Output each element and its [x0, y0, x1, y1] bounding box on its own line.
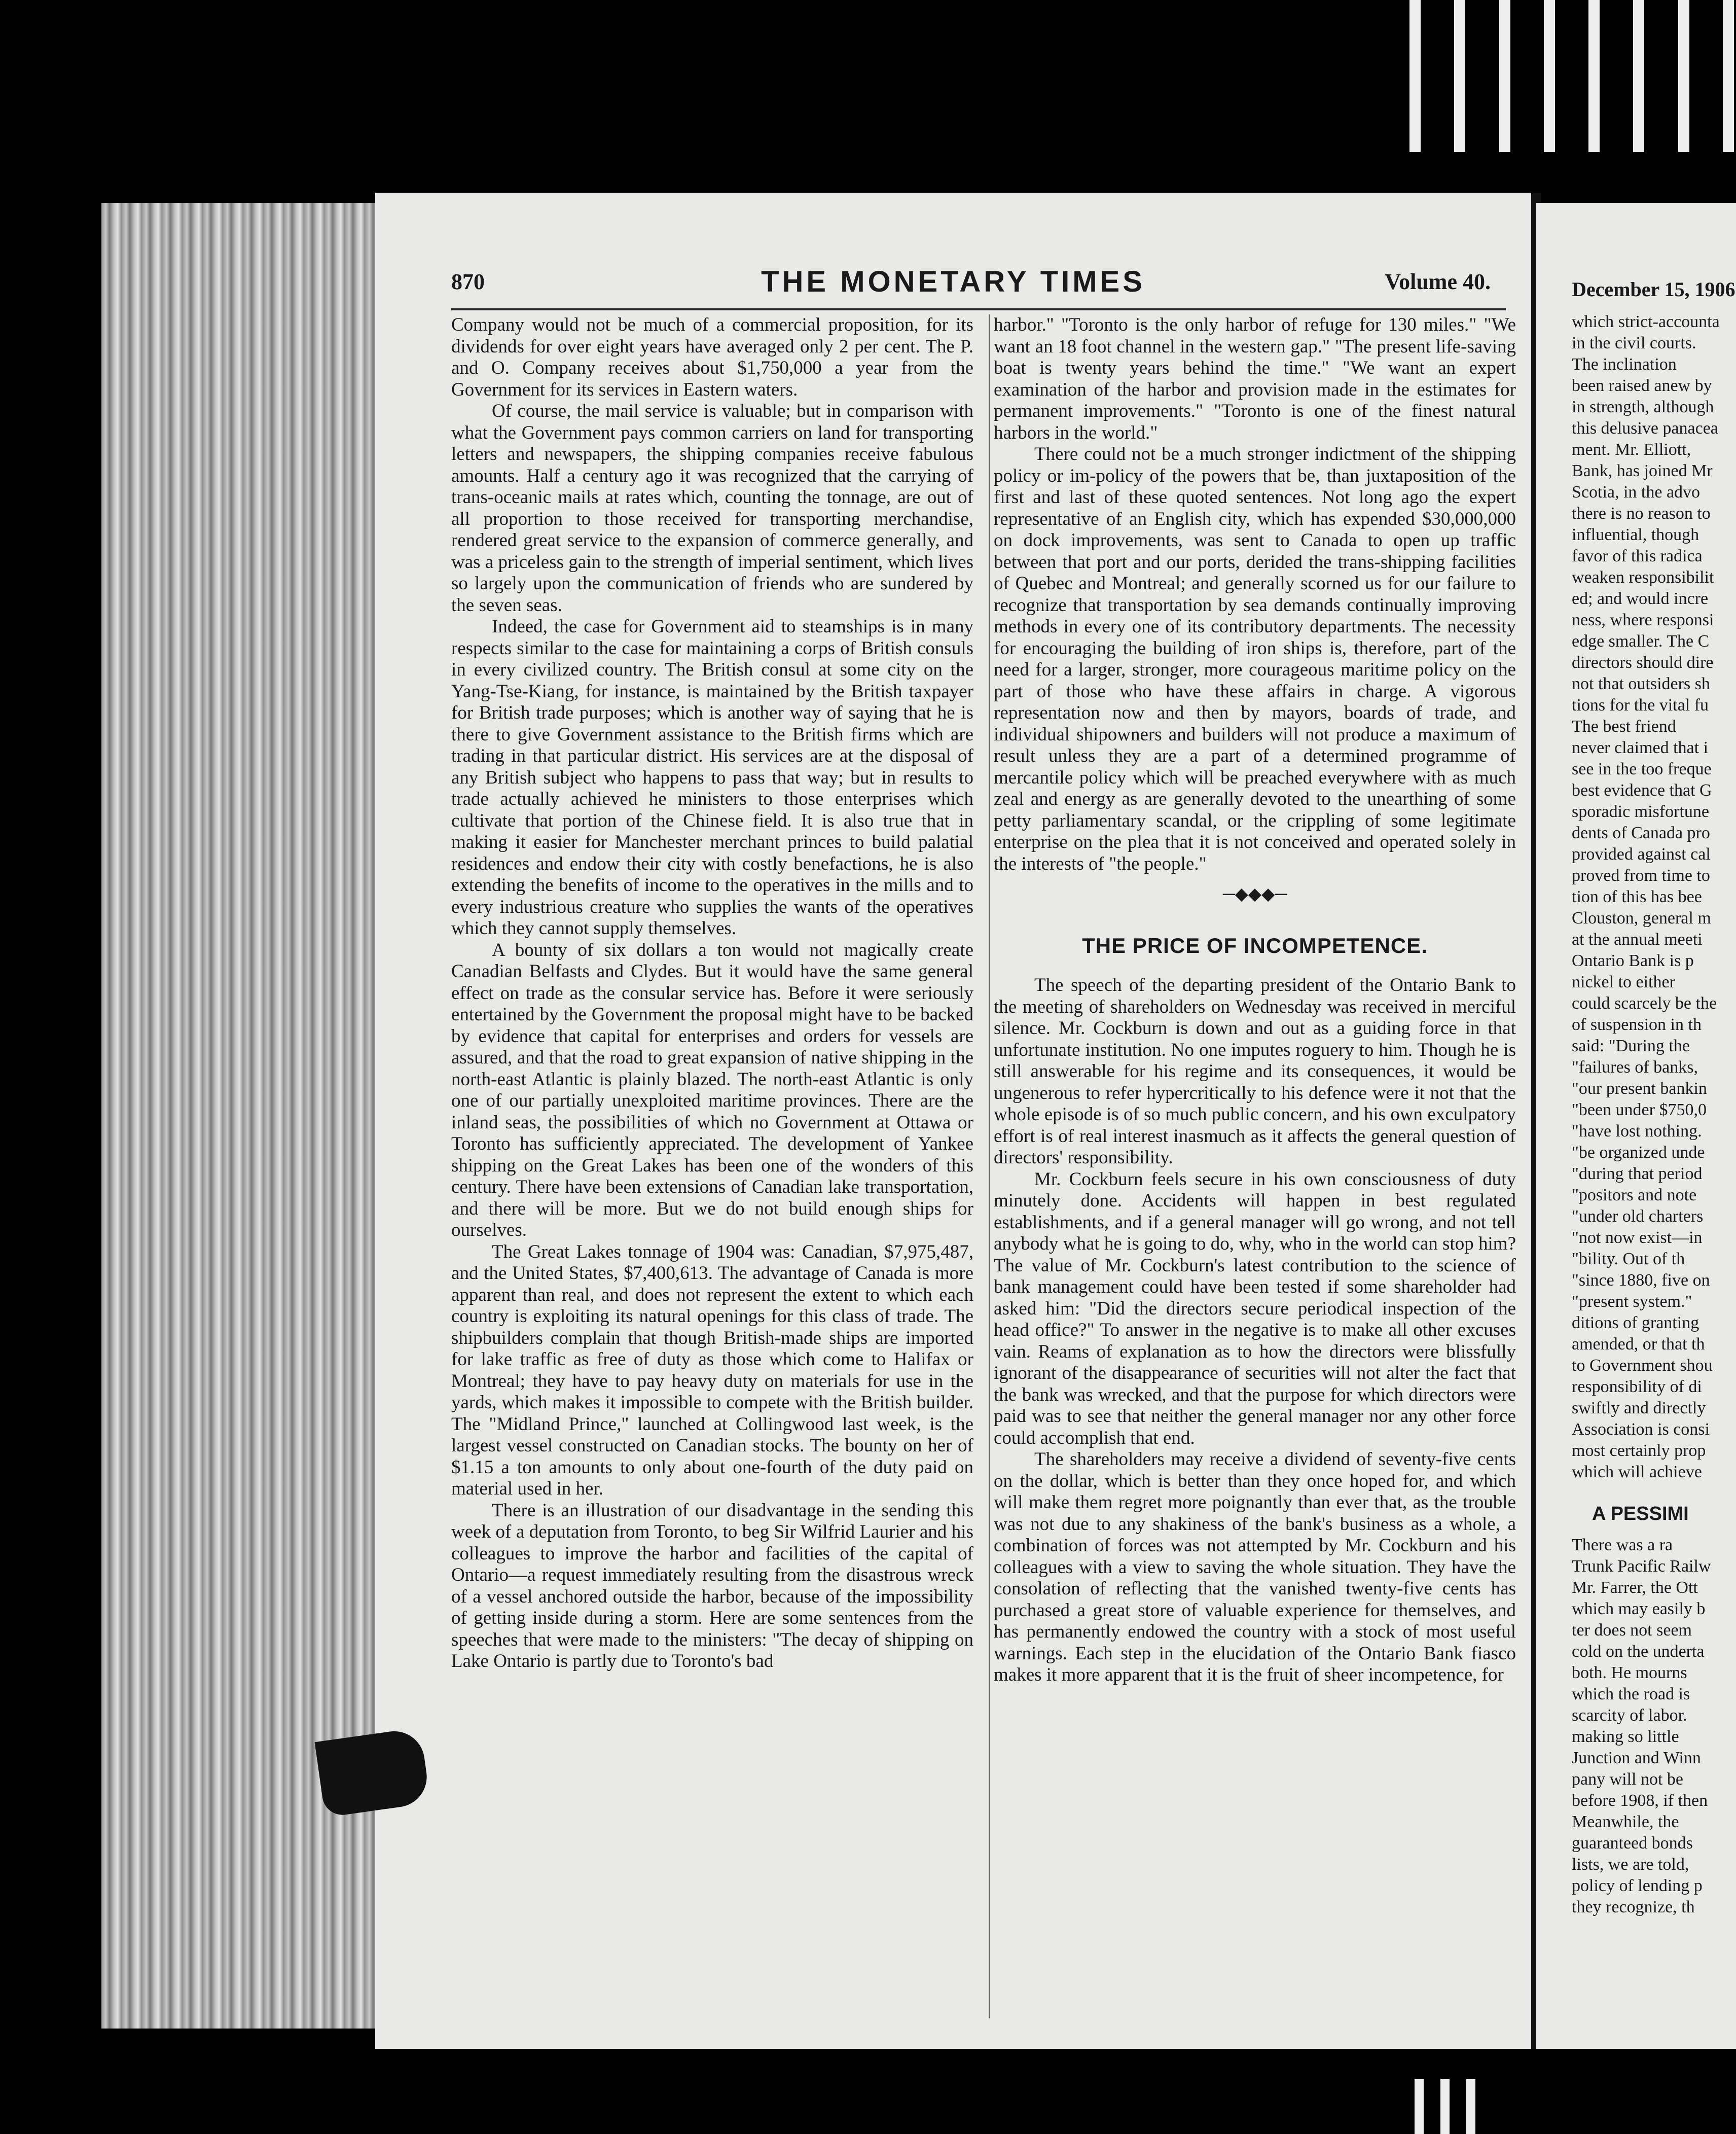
- film-edge-marks-bottom: [1415, 2079, 1475, 2134]
- paragraph: harbor." "Toronto is the only harbor of refuge for 130 miles." "We want an 18 foot channel in the western gap." "The present life-saving boat is twenty years behind the time." "We want an expert examination of the harbor and provision made in the estimates for permanent improvements." "Toronto is one of the finest natural harbors in the world.": [994, 314, 1516, 443]
- text-line: before 1908, if then: [1572, 1791, 1708, 1810]
- text-line: directors should dire: [1572, 653, 1714, 672]
- text-line: Junction and Winn: [1572, 1749, 1701, 1767]
- facing-page-lines-2: [1572, 1535, 1736, 1918]
- text-line: responsibility of di: [1572, 1377, 1702, 1396]
- text-line: best evidence that G: [1572, 781, 1712, 800]
- text-line: sporadic misfortune: [1572, 802, 1709, 821]
- text-line: "during that period: [1572, 1164, 1703, 1183]
- text-line: weaken responsibilit: [1572, 568, 1714, 587]
- text-line: to Government shou: [1572, 1356, 1713, 1375]
- text-line: "our present bankin: [1572, 1079, 1707, 1098]
- paragraph: The speech of the departing president of the Ontario Bank to the meeting of shareholders on Wednesday was received in merciful silence. Mr. Cockburn is down and out as a guiding force in that unfortunate institution. No one imputes roguery to him. Though he is still answerable for his regime and its consequences, it would be ungenerous to refer hypercritically to his defence were it not that the whole episode is of so much public concern, and his own exculpatory effort is of real interest inasmuch as it affects the general question of directors' responsibility.: [994, 975, 1516, 1168]
- text-line: "positors and note: [1572, 1186, 1697, 1204]
- text-line: policy of lending p: [1572, 1876, 1703, 1895]
- text-line: been raised anew by: [1572, 376, 1712, 395]
- paragraph: There could not be a much stronger indictment of the shipping policy or im-policy of the powers that be, than juxtaposition of the first and last of these quoted sentences. Not long ago the expert representative of an English city, which has expended $30,000,000 on dock improvements, was sent to Canada to open up traffic between that port and our ports, derided the trans-shipping facilities of Quebec and Montreal; and generally scorned us for our failure to recognize that transportation by sea demands continually improving methods in every one of its contributory departments. The necessity for encouraging the building of iron ships is, therefore, part of the need for a larger, stronger, more courageous maritime policy on the part of those who have these affairs in charge. A vigorous representation now and then by mayors, boards of trade, and individual shipowners and builders will not produce a maximum of result unless they are a part of a determined programme of mercantile policy which will be preached everywhere with as much zeal and energy as are generally devoted to the unearthing of some petty parliamentary scandal, or the crippling of some legitimate enterprise on the plea that it is not conceived and operated solely in the interests of "the people.": [994, 444, 1516, 874]
- text-line: scarcity of labor.: [1572, 1706, 1687, 1725]
- text-line: "failures of banks,: [1572, 1058, 1698, 1077]
- text-line: "since 1880, five on: [1572, 1271, 1710, 1290]
- article-headline: THE PRICE OF INCOMPETENCE.: [1082, 933, 1428, 957]
- text-line: The best friend: [1572, 717, 1676, 736]
- text-line: which may easily b: [1572, 1599, 1706, 1618]
- text-line: There was a ra: [1572, 1536, 1673, 1554]
- column-2: [994, 314, 1516, 1686]
- text-line: making so little: [1572, 1727, 1679, 1746]
- text-line: which the road is: [1572, 1685, 1690, 1703]
- paragraph: The Great Lakes tonnage of 1904 was: Canadian, $7,975,487, and the United States, $7,400,613. The advantage of Canada is more apparent than real, and does not represent the extent to which each country is exploiting its natural openings for this class of trade. The shipbuilders complain that though British-made ships are imported for lake traffic as free of duty as those which come to Halifax or Montreal; they have to pay heavy duty on materials for use in the yards, which makes it impossible to compete with the British builder. The "Midland Prince," launched at Collingwood last week, is the largest vessel constructed on Canadian stocks. The bounty on her of $1.15 a ton amounts to only about one-fourth of the duty paid on material used in her.: [451, 1241, 973, 1499]
- left-page: [375, 193, 1531, 2049]
- text-line: never claimed that i: [1572, 738, 1709, 757]
- text-line: at the annual meeti: [1572, 930, 1703, 949]
- text-line: guaranteed bonds: [1572, 1834, 1693, 1853]
- text-line: "be organized unde: [1572, 1143, 1705, 1162]
- text-line: in the civil courts.: [1572, 334, 1696, 352]
- text-line: Association is consi: [1572, 1420, 1710, 1439]
- text-line: this delusive panacea: [1572, 419, 1718, 438]
- volume-label: Volume 40.: [1385, 269, 1491, 294]
- text-line: "have lost nothing.: [1572, 1122, 1702, 1141]
- text-line: The inclination: [1572, 355, 1677, 374]
- column-1: [451, 314, 973, 1673]
- text-line: nickel to either: [1572, 973, 1675, 991]
- right-page-partial: [1536, 203, 1736, 2049]
- text-line: ditions of granting: [1572, 1313, 1699, 1332]
- text-line: "not now exist—in: [1572, 1228, 1703, 1247]
- text-line: both. He mourns: [1572, 1663, 1687, 1682]
- text-line: in strength, although: [1572, 398, 1714, 416]
- ornament-divider: ─◆◆◆─: [1222, 885, 1287, 904]
- text-line: ter does not seem: [1572, 1621, 1692, 1640]
- text-line: "present system.": [1572, 1292, 1692, 1311]
- text-line: could scarcely be the: [1572, 994, 1717, 1013]
- header-rule: [451, 308, 1506, 310]
- text-line: "bility. Out of th: [1572, 1250, 1685, 1268]
- text-line: see in the too freque: [1572, 760, 1712, 778]
- text-line: Bank, has joined Mr: [1572, 461, 1713, 480]
- paragraph: A bounty of six dollars a ton would not magically create Canadian Belfasts and Clydes. But it would have the same general effect on trade as the consular service has. Before it were seriously entertained by the Government the proposal might have to be backed by evidence that capital for enterprises and orders for vessels are assured, and that the road to great expansion of native shipping in the north-east Atlantic is plainly blazed. The north-east Atlantic is only one of our partially unexploited maritime provinces. There are the inland seas, the possibilities of which no Government at Ottawa or Toronto has sufficiently appreciated. The development of Yankee shipping on the Great Lakes has been one of the wonders of this century. There have been extensions of Canadian lake transportation, and there will be more. But we do not build enough ships for ourselves.: [451, 939, 973, 1240]
- text-line: Meanwhile, the: [1572, 1812, 1679, 1831]
- paragraph: Of course, the mail service is valuable; but in comparison with what the Government pays common carriers on land for transporting letters and newspapers, the shipping companies receive fabulous amounts. Half a century ago it was recognized that the carrying of trans-oceanic mails at rates which, counting the tonnage, are out of all proportion to those received for transporting merchandise, rendered great service to the expansion of commerce generally, and was a priceless gain to the strength of imperial sentiment, which lives so largely upon the communication of friends who are sundered by the seven seas.: [451, 401, 973, 616]
- paragraph: The shareholders may receive a dividend of seventy-five cents on the dollar, which is better than they once hoped for, and which will make them regret more poignantly than ever that, as the trouble was not due to any shakiness of the bank's business as a whole, a combination of forces was not attempted by Mr. Cockburn and his colleagues with a view to saving the whole situation. They have the consolation of reflecting that the vanished twenty-five cents has purchased a great store of valuable experience for themselves, and has permanently endowed the country with a stock of most useful warnings. Each step in the elucidation of the Ontario Bank fiasco makes it more apparent that it is the fruit of sheer incompetence, for: [994, 1449, 1516, 1685]
- paragraph: Company would not be much of a commercial proposition, for its dividends for over eight years have averaged only 2 per cent. The P. and O. Company receives about $1,750,000 a year from the Government for its services in Eastern waters.: [451, 314, 973, 400]
- text-line: pany will not be: [1572, 1770, 1684, 1789]
- facing-page-headline: A PESSIMI: [1592, 1503, 1689, 1524]
- film-edge-marks-top: [1409, 0, 1734, 152]
- text-line: Scotia, in the advo: [1572, 483, 1701, 502]
- text-line: "under old charters: [1572, 1207, 1704, 1226]
- text-line: swiftly and directly: [1572, 1399, 1706, 1417]
- text-line: ed; and would incre: [1572, 589, 1709, 608]
- text-line: ness, where responsi: [1572, 611, 1714, 629]
- text-line: which will achieve: [1572, 1463, 1702, 1481]
- text-line: Clouston, general m: [1572, 909, 1711, 928]
- text-line: proved from time to: [1572, 866, 1710, 885]
- text-line: not that outsiders sh: [1572, 674, 1710, 693]
- text-line: lists, we are told,: [1572, 1855, 1689, 1874]
- paragraph: Mr. Cockburn feels secure in his own consciousness of duty minutely done. Accidents will happen in best regulated establishments, and if a general manager will go wrong, and not tell anybody what he is going to do, why, who in the world can stop him? The value of Mr. Cockburn's latest contribution to the science of bank management could have been tested if some shareholder had asked him: "Did the directors secure periodical inspection of the head office?" To answer in the negative is to make all other excuses vain. Reams of explanation as to how the directors were blissfully ignorant of the disappearance of securities will not alter the fact that the bank was wrecked, and that the purpose for which directors were paid was to see that neither the general manager nor any other force could accomplish that end.: [994, 1168, 1516, 1448]
- facing-page-lines: [1572, 311, 1736, 1483]
- column-rule: [989, 314, 990, 2018]
- text-line: tions for the vital fu: [1572, 696, 1709, 715]
- text-line: Ontario Bank is p: [1572, 951, 1694, 970]
- text-line: amended, or that th: [1572, 1335, 1705, 1354]
- paragraph: Indeed, the case for Government aid to steamships is in many respects similar to the case for maintaining a corps of British consuls in every civilized country. The British consul at some city on the Yang-Tse-Kiang, for instance, is maintained by the British taxpayer for British trade purposes; which is another way of saying that he is there to give Government assistance to the British firms which are trading in that particular district. His services are at the disposal of any British subject who happens to pass that way; but in results to trade actually achieved he ministers to those enterprises which cultivate that portion of the Chinese field. It is also true that in making it easier for Manchester merchant princes to build palatial residences and endow their city with costly benefactions, he is also extending the benefits of income to the operatives in the mills and to every industrious creature who supplies the wants of the operatives which they cannot supply themselves.: [451, 616, 973, 939]
- text-line: which strict-accounta: [1572, 312, 1720, 331]
- text-line: ment. Mr. Elliott,: [1572, 440, 1691, 459]
- text-line: they recognize, th: [1572, 1898, 1695, 1916]
- text-line: tion of this has bee: [1572, 887, 1702, 906]
- facing-page-column: [1572, 203, 1736, 1918]
- text-line: cold on the underta: [1572, 1642, 1705, 1661]
- text-line: there is no reason to: [1572, 504, 1711, 523]
- text-line: "been under $750,0: [1572, 1100, 1707, 1119]
- text-line: said: "During the: [1572, 1037, 1690, 1055]
- text-line: Trunk Pacific Railw: [1572, 1557, 1711, 1576]
- text-line: Mr. Farrer, the Ott: [1572, 1578, 1698, 1597]
- masthead-title: THE MONETARY TIMES: [761, 265, 1145, 298]
- text-line: influential, though: [1572, 525, 1699, 544]
- paragraph: There is an illustration of our disadvantage in the sending this week of a deputation from Toronto, to beg Sir Wilfrid Laurier and his colleagues to improve the harbor and facilities of the capital of Ontario—a request immediately resulting from the disastrous wreck of a vessel anchored outside the harbor, because of the impossibility of getting inside during a storm. Here are some sentences from the speeches that were made to the ministers: "The decay of shipping on Lake Ontario is partly due to Toronto's bad: [451, 1500, 973, 1671]
- page-number: 870: [451, 269, 485, 294]
- text-line: most certainly prop: [1572, 1441, 1706, 1460]
- text-line: provided against cal: [1572, 845, 1711, 864]
- facing-page-date: December 15, 1906: [1572, 278, 1735, 301]
- text-line: favor of this radica: [1572, 547, 1703, 565]
- text-line: edge smaller. The C: [1572, 632, 1710, 651]
- text-line: dents of Canada pro: [1572, 824, 1710, 842]
- text-line: of suspension in th: [1572, 1015, 1702, 1034]
